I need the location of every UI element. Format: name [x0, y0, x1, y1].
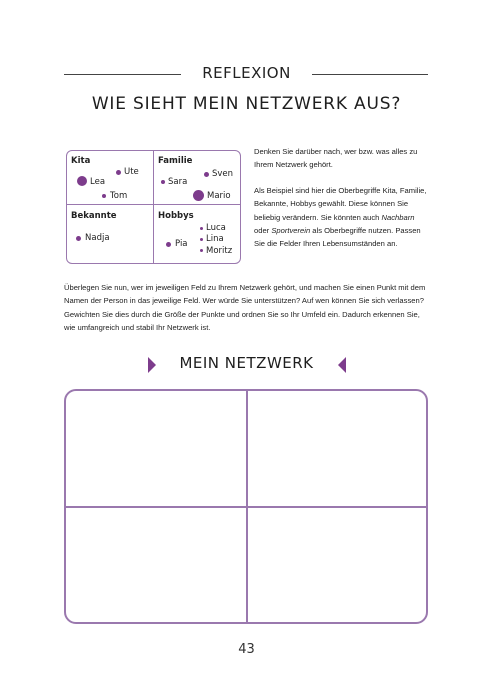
- side-paragraph-example-text-a: Als Beispiel sind hier die Oberbegriffe Kita, Familie, Bekannte, Hobbys gewählt. Diese können Sie beliebig verändern. Sie könnten auch: [254, 186, 427, 222]
- quadrant-label-kita: Kita: [71, 156, 91, 166]
- person-dot-luca: [200, 227, 203, 230]
- page-number: 43: [238, 642, 255, 657]
- person-name-luca: Luca: [206, 223, 226, 233]
- person-dot-lea: [77, 176, 87, 186]
- side-paragraph-example-em-neighbors: Nachbarn: [381, 212, 415, 222]
- quadrant-label-hobbys: Hobbys: [158, 211, 194, 221]
- person-name-pia: Pia: [175, 239, 188, 249]
- section-label: REFLEXION: [202, 64, 291, 82]
- example-divider-vertical: [153, 151, 154, 263]
- triangle-left-icon: [338, 357, 346, 373]
- example-divider-horizontal: [67, 204, 240, 205]
- quadrant-label-familie: Familie: [158, 156, 193, 166]
- person-dot-sara: [161, 180, 165, 184]
- person-dot-mario: [193, 190, 204, 201]
- side-paragraph-example-em-sportsclub: Sportverein: [271, 225, 311, 235]
- person-dot-ute: [116, 170, 121, 175]
- side-paragraph-example-text-c: als Oberbegriffe nutzen. Passen Sie die Felder Ihren Lebensumständen an.: [254, 225, 421, 249]
- person-name-mario: Mario: [207, 191, 231, 201]
- person-name-moritz: Moritz: [206, 246, 233, 256]
- side-paragraph-intro: Denken Sie darüber nach, wer bzw. was alles zu Ihrem Netzwerk gehört.: [254, 147, 418, 170]
- person-name-sara: Sara: [168, 177, 188, 187]
- example-network-diagram: [66, 150, 241, 264]
- person-dot-pia: [166, 242, 171, 247]
- person-name-ute: Ute: [124, 167, 139, 177]
- person-dot-lina: [200, 238, 203, 241]
- person-dot-nadja: [76, 236, 81, 241]
- network-heading: MEIN NETZWERK: [179, 354, 314, 372]
- quadrant-label-bekannte: Bekannte: [71, 211, 117, 221]
- person-name-lea: Lea: [90, 177, 106, 187]
- person-dot-tom: [102, 194, 106, 198]
- person-dot-moritz: [200, 249, 203, 252]
- body-paragraph: Überlegen Sie nun, wer im jeweiligen Feld zu Ihrem Netzwerk gehört, und machen Sie einen Punkt mit dem Namen der Person in das jeweilige Feld. Wer würde Sie unterstützen? Auf wen können Sie sich verlassen? Gewichten Sie dies durch die Größe der Punkte und ordnen Sie so Ihr Umfeld ein. Dadurch erkennen Sie, wie umfangreich und stabil Ihr Netzwerk ist.: [64, 283, 426, 332]
- person-name-tom: Tom: [110, 191, 128, 201]
- person-name-sven: Sven: [212, 169, 234, 179]
- person-name-lina: Lina: [206, 234, 224, 244]
- page-title: WIE SIEHT MEIN NETZWERK AUS?: [91, 94, 402, 114]
- side-paragraph-example-text-b: oder: [254, 225, 270, 235]
- network-grid[interactable]: [64, 389, 428, 624]
- person-dot-sven: [204, 172, 209, 177]
- network-divider-horizontal: [66, 506, 426, 508]
- header-rule-right: [312, 74, 428, 75]
- side-paragraph-example: [254, 184, 428, 250]
- person-name-nadja: Nadja: [85, 233, 110, 243]
